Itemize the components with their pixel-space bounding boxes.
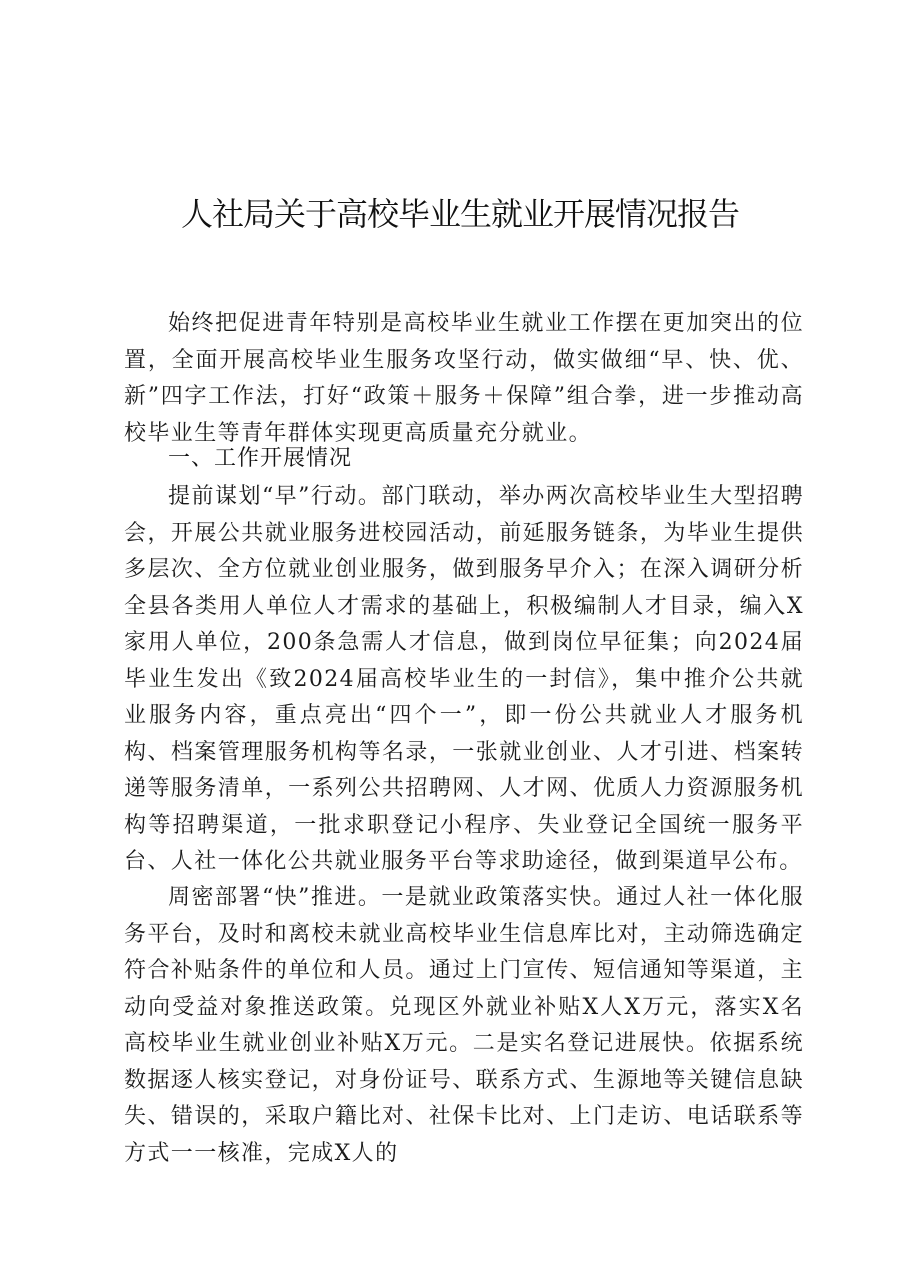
early-action-paragraph: 提前谋划“早”行动。部门联动，举办两次高校毕业生大型招聘会，开展公共就业服务进校园活动，前延服务链条，为毕业生提供多层次、全方位就业创业服务，做到服务早介入；在深入调研分析全县各类用人单位人才需求的基础上，积极编制人才目录，编入X家用人单位，200条急需人才信息，做到岗位早征集；向2024届毕业生发出《致2024届高校毕业生的一封信》，集中推介公共就业服务内容，重点亮出“四个一”，即一份公共就业人才服务机构、档案管理服务机构等名录，一张就业创业、人才引进、档案转递等服务清单，一系列公共招聘网、人才网、优质人力资源服务机构等招聘渠道，一批求职登记小程序、失业登记全国统一服务平台、人社一体化公共就业服务平台等求助途径，做到渠道早公布。	[124, 484, 804, 874]
section-heading: 一、工作开展情况	[168, 446, 353, 471]
fast-action-paragraph: 周密部署“快”推进。一是就业政策落实快。通过人社一体化服务平台，及时和离校未就业高校毕业生信息库比对，主动筛选确定符合补贴条件的单位和人员。通过上门宣传、短信通知等渠道，主动向受益对象推送政策。兑现区外就业补贴X人X万元，落实X名高校毕业生就业创业补贴X万元。二是实名登记进展快。依据系统数据逐人核实登记，对身份证号、联系方式、生源地等关键信息缺失、错误的，采取户籍比对、社保卡比对、上门走访、电话联系等方式一一核准，完成X人的	[124, 885, 804, 1166]
intro-paragraph: 始终把促进青年特别是高校毕业生就业工作摆在更加突出的位置，全面开展高校毕业生服务攻坚行动，做实做细“早、快、优、新”四字工作法，打好“政策＋服务＋保障”组合拳，进一步推动高校毕业生等青年群体实现更高质量充分就业。	[124, 311, 804, 446]
document-title: 人社局关于高校毕业生就业开展情况报告	[180, 195, 739, 233]
